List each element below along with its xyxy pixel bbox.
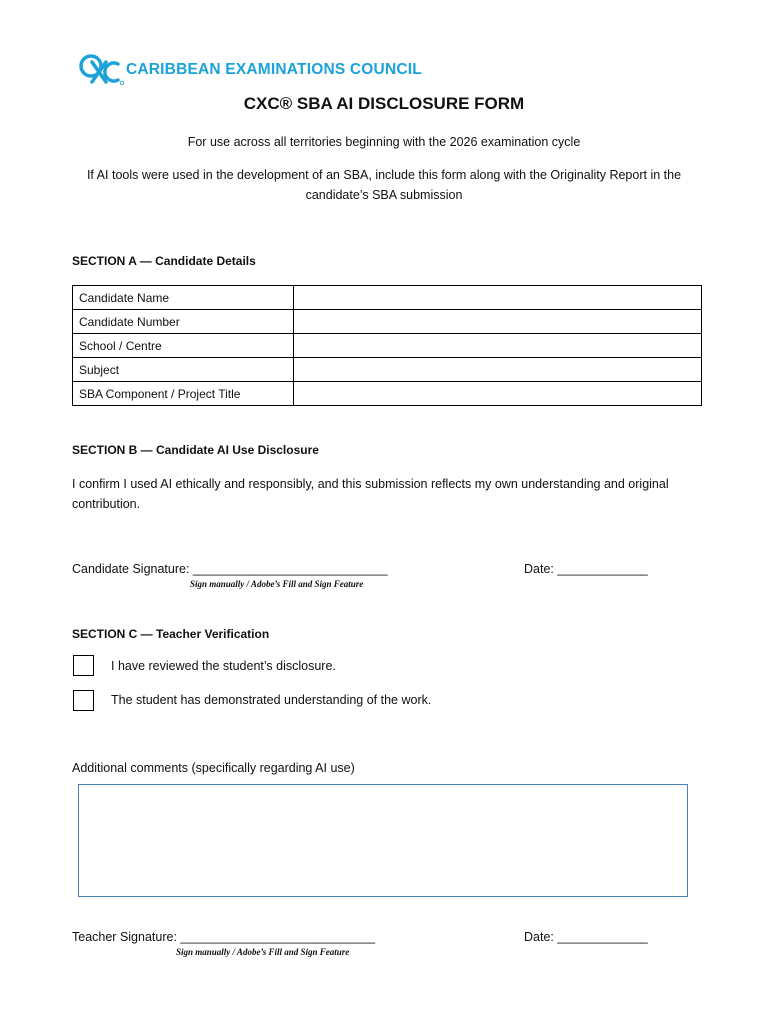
cxc-logo — [78, 52, 438, 92]
candidate-date-field[interactable]: Date: _____________ — [524, 562, 648, 576]
form-subtitle: For use across all territories beginning with the 2026 examination cycle — [187, 135, 581, 149]
form-title: CXC® SBA AI DISCLOSURE FORM — [243, 94, 525, 113]
sba-component-label: SBA Component / Project Title — [73, 382, 294, 406]
form-instruction: If AI tools were used in the development of an SBA, include this form along with the Originality Report in the candidate’s SBA submission — [86, 168, 682, 202]
demonstrated-understanding-label: The student has demonstrated understanding of the work. — [111, 693, 432, 707]
candidate-number-label: Candidate Number — [73, 310, 294, 334]
reviewed-disclosure-label: I have reviewed the student’s disclosure. — [111, 659, 336, 673]
reviewed-disclosure-checkbox[interactable] — [73, 655, 94, 676]
teacher-signature-note: Sign manually / Adobe’s Fill and Sign Feature — [176, 947, 350, 957]
table-row — [73, 358, 702, 382]
section-c-heading: SECTION C — Teacher Verification — [72, 627, 270, 641]
org-name: CARIBBEAN EXAMINATIONS COUNCIL — [126, 61, 422, 78]
comments-label: Additional comments (specifically regarding AI use) — [72, 761, 355, 775]
section-b-heading: SECTION B — Candidate AI Use Disclosure — [72, 443, 319, 457]
teacher-date-field[interactable]: Date: _____________ — [524, 930, 648, 944]
demonstrated-understanding-checkbox[interactable] — [73, 690, 94, 711]
sba-component-field[interactable] — [294, 382, 702, 406]
subject-field[interactable] — [294, 358, 702, 382]
comments-textbox[interactable] — [78, 784, 688, 897]
candidate-statement: I confirm I used AI ethically and responsibly, and this submission reflects my own understanding and original contribution. — [72, 477, 669, 511]
candidate-details-table — [72, 285, 702, 406]
school-centre-label: School / Centre — [73, 334, 294, 358]
subject-label: Subject — [73, 358, 294, 382]
section-a-heading: SECTION A — Candidate Details — [72, 254, 256, 268]
table-row — [73, 334, 702, 358]
table-row — [73, 286, 702, 310]
candidate-number-field[interactable] — [294, 310, 702, 334]
candidate-signature-field[interactable]: Candidate Signature: ____________________________ — [72, 562, 388, 576]
candidate-signature-note: Sign manually / Adobe’s Fill and Sign Feature — [190, 579, 364, 589]
table-row — [73, 310, 702, 334]
cxc-logo-icon — [78, 52, 124, 88]
table-row — [73, 382, 702, 406]
candidate-name-field[interactable] — [294, 286, 702, 310]
school-centre-field[interactable] — [294, 334, 702, 358]
teacher-signature-field[interactable]: Teacher Signature: ____________________________ — [72, 930, 376, 944]
candidate-name-label: Candidate Name — [73, 286, 294, 310]
